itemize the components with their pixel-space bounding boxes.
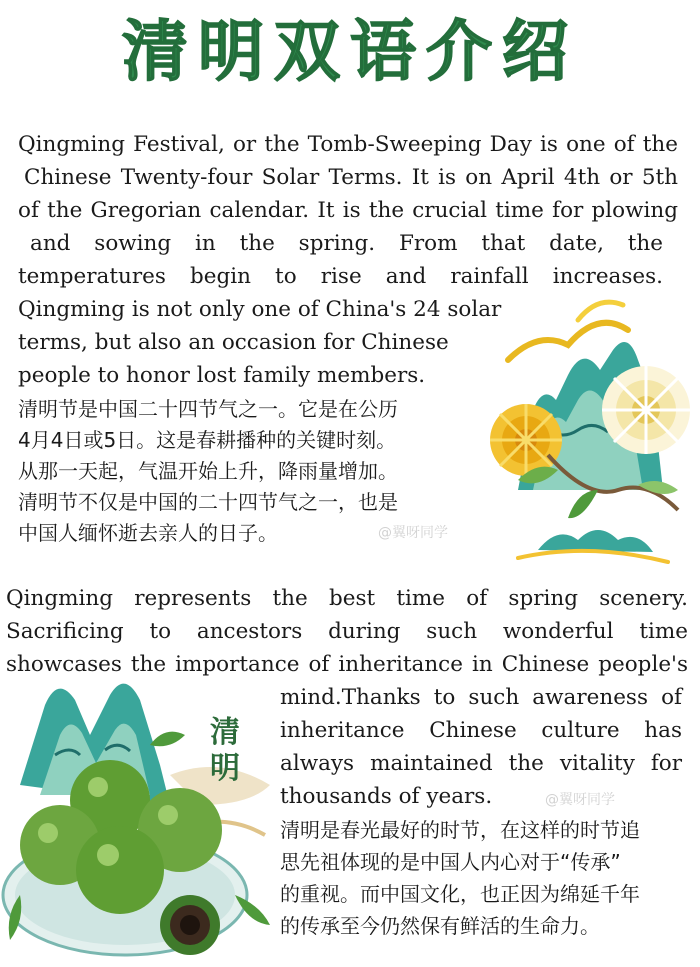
qingming-vertical-label xyxy=(208,715,242,787)
cut-qingtuan xyxy=(160,895,220,955)
para1-chinese-block xyxy=(18,394,398,549)
text-line: temperatures begin to rise and rainfall increases. xyxy=(18,264,663,289)
para1-english-block-bottom xyxy=(18,293,502,392)
text-line: 从那一天起，气温开始上升，降雨量增加。 xyxy=(18,459,398,483)
para1-english-justified-line xyxy=(30,227,663,260)
text-line: 思先祖体现的是中国人内心对于“传承” xyxy=(280,850,621,874)
text-line: Chinese Twenty-four Solar Terms. It is on April 4th or 5th xyxy=(24,165,678,190)
para2-english-justified-line xyxy=(6,582,688,615)
text-line: showcases the importance of inheritance in Chinese people's xyxy=(6,652,688,677)
para2-english-side-line xyxy=(280,747,682,780)
para2-english-side-line xyxy=(280,780,682,813)
text-line: inheritance Chinese culture has xyxy=(280,718,682,743)
text-line: mind.Thanks to such awareness of xyxy=(280,685,682,710)
qingtuan-illustration xyxy=(0,655,285,967)
chrysanthemum-yellow xyxy=(490,404,562,476)
text-line: of the Gregorian calendar. It is the crucial time for plowing xyxy=(18,198,678,223)
text-line: Qingming represents the best time of spring scenery. xyxy=(6,586,688,611)
text-line: 的传承至今仍然保有鲜活的生命力。 xyxy=(280,914,600,938)
text-line: and sowing in the spring. From that date, the xyxy=(30,231,663,256)
para2-english-side-line xyxy=(280,714,682,747)
text-line: terms, but also an occasion for Chinese xyxy=(18,330,449,355)
para1-english-block-top xyxy=(18,128,678,227)
para2-english-side-line xyxy=(280,681,682,714)
text-line: 清 xyxy=(210,715,240,750)
watermark: @翼呀同学 xyxy=(545,792,615,808)
para1-english-justified-line xyxy=(18,260,663,293)
text-line: thousands of years. xyxy=(280,784,493,809)
text-line: 中国人缅怀逝去亲人的日子。 xyxy=(18,521,278,545)
text-line: Qingming is not only one of China's 24 solar xyxy=(18,297,502,322)
text-line: Qingming Festival, or the Tomb-Sweeping Day is one of the xyxy=(18,132,678,157)
chrysanthemum-white xyxy=(602,366,690,454)
text-line: 明 xyxy=(210,751,240,786)
chrysanthemum-mountain-illustration xyxy=(478,290,700,580)
text-line: 4月4日或5日。这是春耕播种的关键时刻。 xyxy=(18,428,397,452)
text-line: people to honor lost family members. xyxy=(18,363,426,388)
text-line: 的重视。而中国文化，也正因为绵延千年 xyxy=(280,882,640,906)
text-line: 清明节是中国二十四节气之一。它是在公历 xyxy=(18,397,398,421)
text-line: Sacrificing to ancestors during such wonderful time xyxy=(6,619,688,644)
text-line: always maintained the vitality for xyxy=(280,751,682,776)
watermark: @翼呀同学 xyxy=(378,525,448,541)
text-line: 清明是春光最好的时节，在这样的时节追 xyxy=(280,818,640,842)
para2-chinese-block xyxy=(280,814,640,942)
para2-english-justified-line xyxy=(6,615,688,648)
page-title: 清明双语介绍 xyxy=(122,13,578,90)
text-line: 清明节不仅是中国的二十四节气之一，也是 xyxy=(18,490,398,514)
